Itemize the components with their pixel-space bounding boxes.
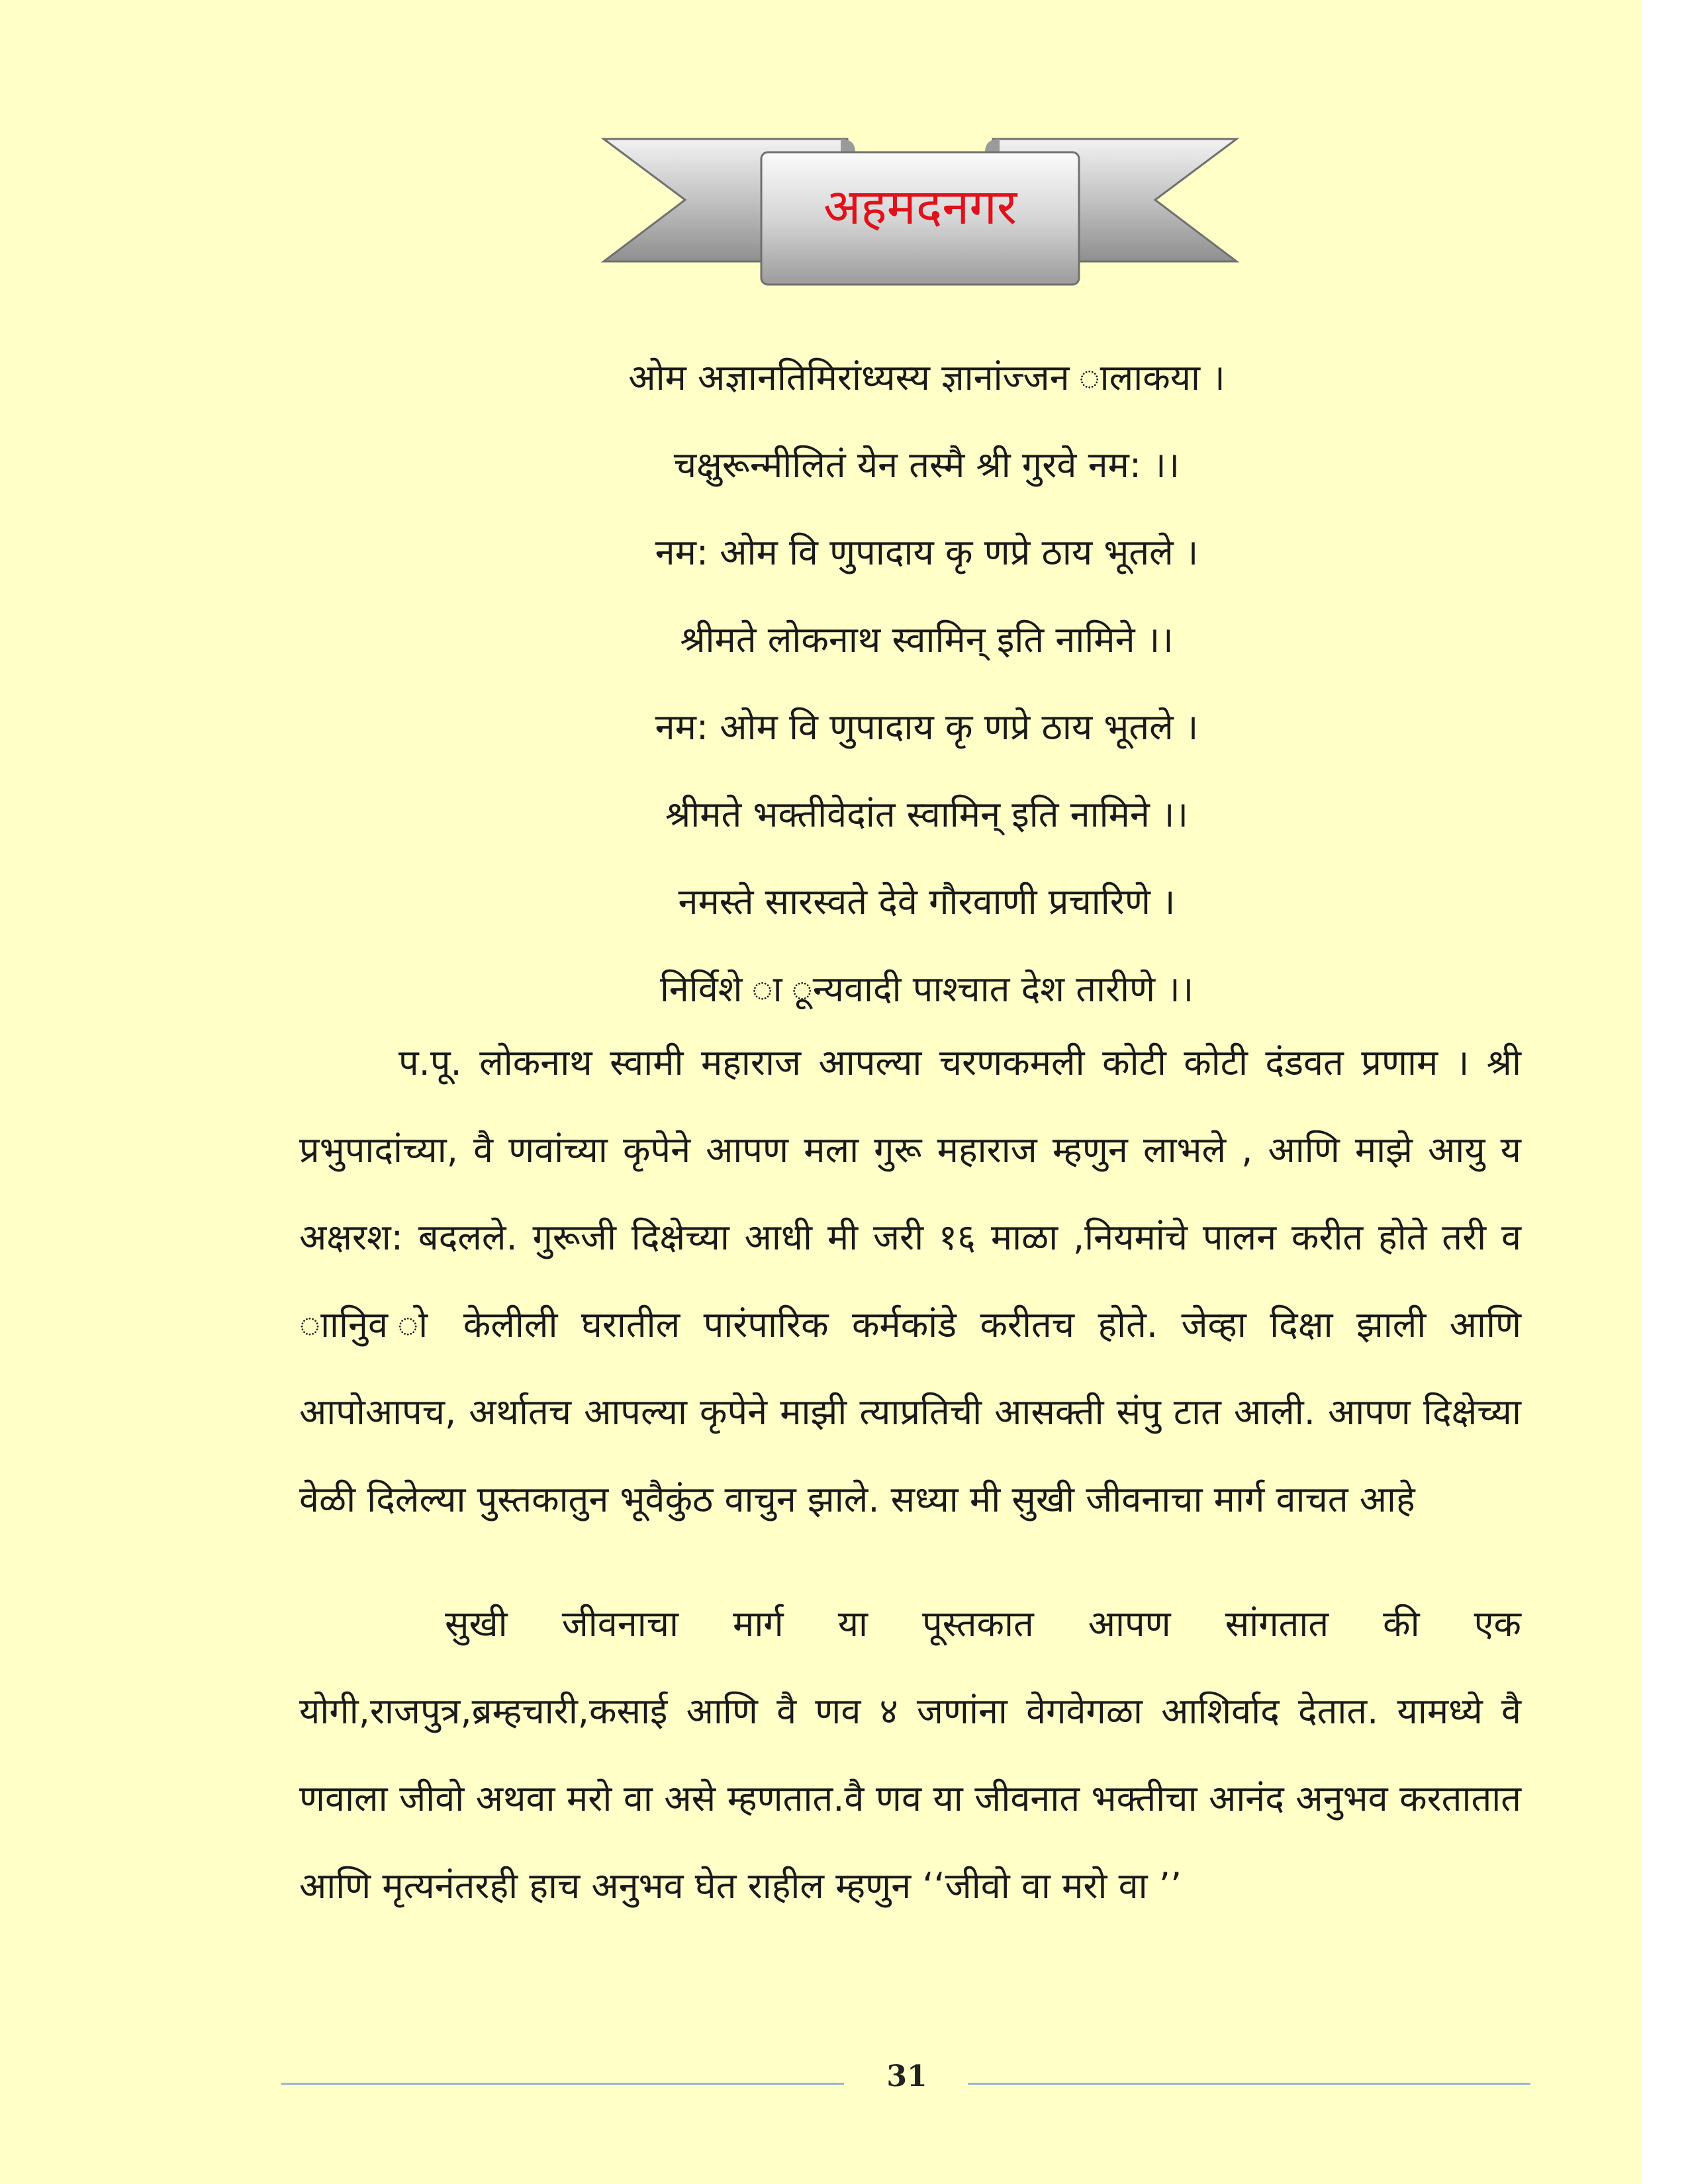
page-margin-strip xyxy=(1642,0,1688,2184)
verse-line: ओम अज्ञानतिमिरांध्यस्य ज्ञानांज्जन ालाकया । xyxy=(628,357,1225,398)
body-paragraph-2: सुखी जीवनाचा मार्ग या पूस्तकात आपण सांगतात की एक योगी,राजपुत्र,ब्रम्हचारी,कसाई आणि वै णव ४ जणांना वेगवेगळा आशिर्वाद देतात. यामध्ये वै णवाला जीवो अथवा मरो वा असे म्हणतात.वै णव या जीवनात भक्तीचा आनंद अनुभव करतातात आणि मृत्यनंतरही हाच अनुभव घेत राहील म्हणुन ‘‘जीवो वा मरो वा ’’ xyxy=(299,1603,1521,1907)
body-paragraph-1: प.पू. लोकनाथ स्वामी महाराज आपल्या चरणकमली कोटी कोटी दंडवत प्रणाम । श्री प्रभुपादांच्या, वै णवांच्या कृपेने आपण मला गुरू महाराज म्हणुन लाभले , आणि माझे आयु य अक्षरश: बदलले. गुरूजी दिक्षेच्या आधी मी जरी १६ माळा ,नियमांचे पालन करीत होते तरी व ाानुिव ो केलीली घरातील पारंपारिक कर्मकांडे करीतच होते. जेव्हा दिक्षा झाली आणि आपोआपच, अर्थातच आपल्या कृपेने माझी त्याप्रतिची आसक्ती संपु टात आली. आपण दिक्षेच्या वेळी दिलेल्या पुस्तकातुन भूवैकुंठ वाचुन झाले. सध्या मी सुखी जीवनाचा मार्ग वाचत आहे xyxy=(299,1042,1521,1520)
page-number: 31 xyxy=(886,2060,927,2093)
verse-line: नम: ओम वि णुपादाय कृ णप्रे ठाय भूतले । xyxy=(655,531,1199,573)
verse-line: नमस्ते सारस्वते देवे गौरवाणी प्रचारिणे । xyxy=(678,881,1176,923)
page-title: अहमदनगर xyxy=(823,179,1017,236)
verse-line: श्रीमते लोकनाथ स्वामिन् इति नामिने ।। xyxy=(680,619,1174,660)
verse-line: नम: ओम वि णुपादाय कृ णप्रे ठाय भूतले । xyxy=(655,706,1199,748)
verse-line: चक्षुरून्मीलितं येन तस्मै श्री गुरवे नम: ।। xyxy=(673,444,1180,486)
verse-line: श्रीमते भक्तीवेदांत स्वामिन् इति नामिने ।। xyxy=(665,794,1188,835)
verse-line: निर्विशे ा ून्यवादी पाश्चात देश तारीणे ।। xyxy=(659,968,1194,1010)
footer-rule-left xyxy=(281,2083,844,2085)
prayer-verses xyxy=(463,334,1390,1033)
footer-rule-right xyxy=(968,2083,1530,2085)
